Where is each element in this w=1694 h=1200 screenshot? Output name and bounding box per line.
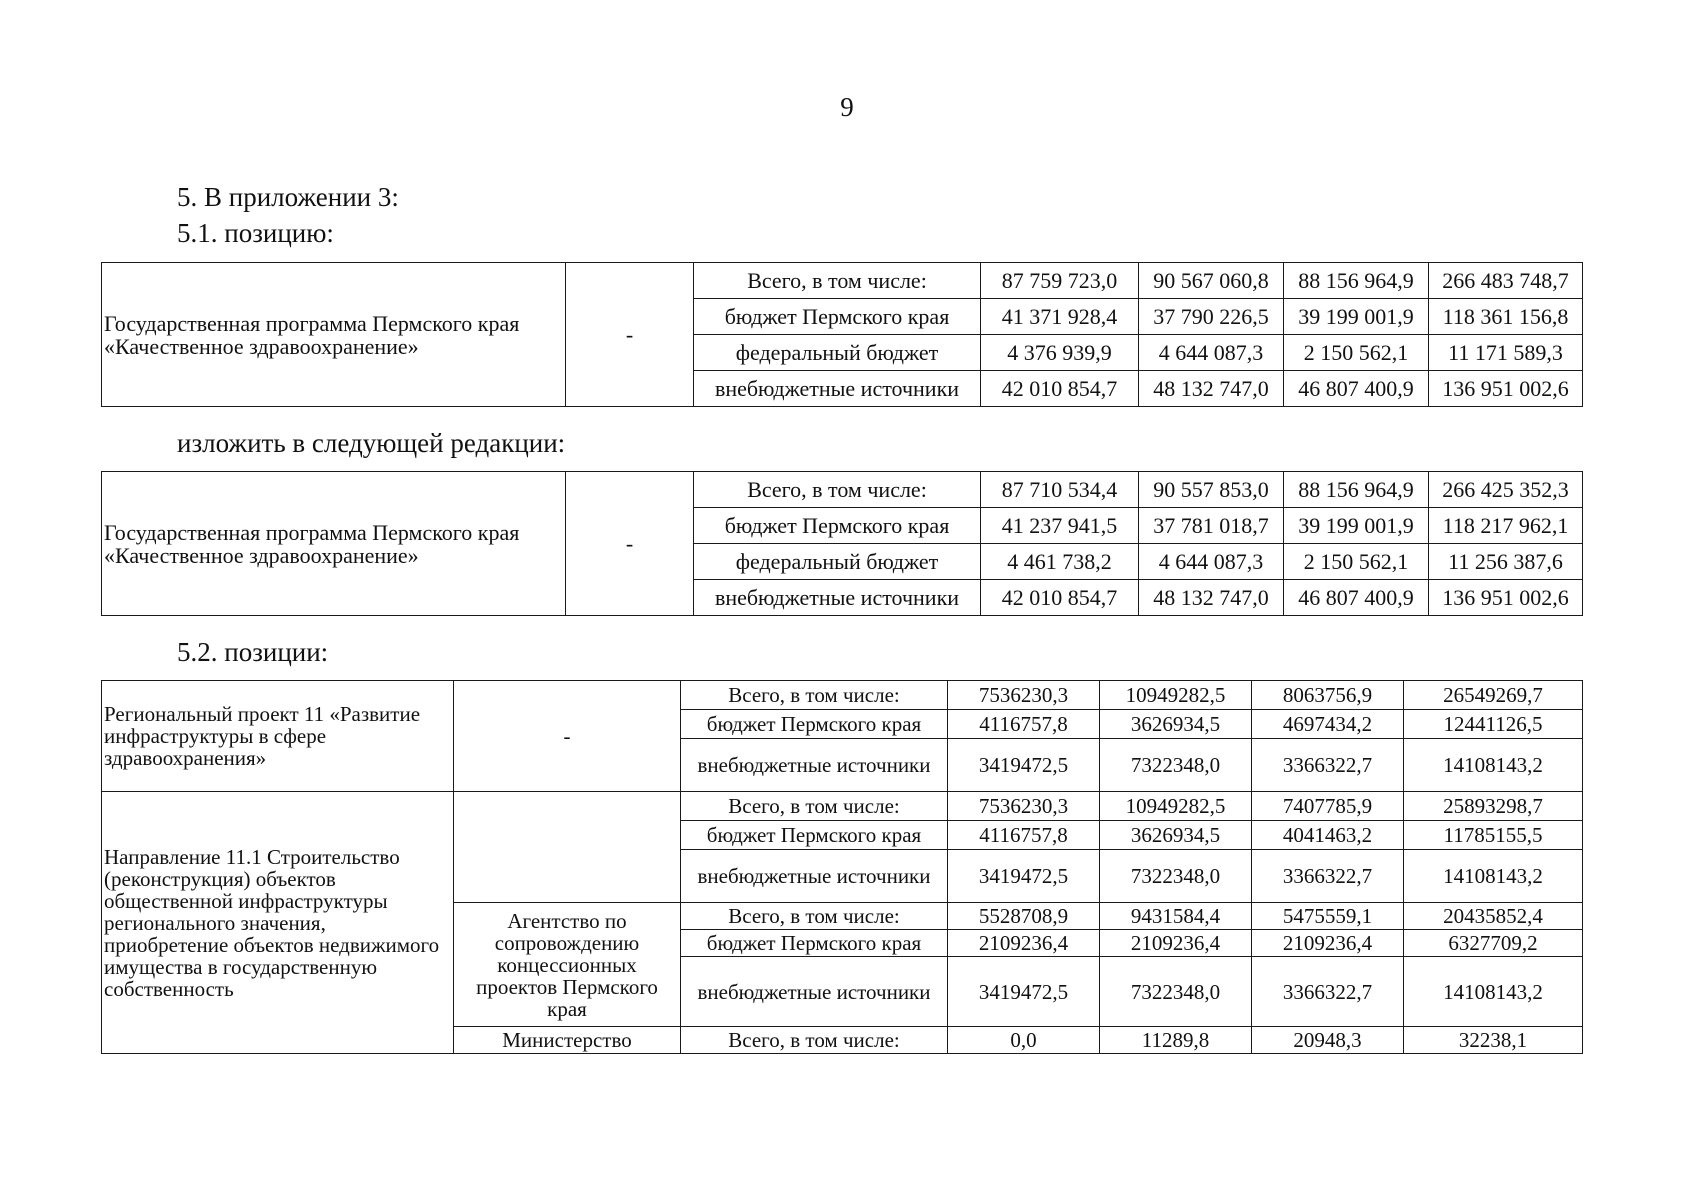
value-cell: 87 710 534,4 (981, 472, 1139, 508)
source-cell: внебюджетные источники (681, 957, 948, 1027)
value-cell: 46 807 400,9 (1284, 580, 1429, 616)
value-cell: 3419472,5 (948, 850, 1100, 903)
total-cell: 25893298,7 (1404, 792, 1583, 821)
total-cell: 6327709,2 (1404, 930, 1583, 957)
value-cell: 4 644 087,3 (1139, 544, 1284, 580)
total-cell: 14108143,2 (1404, 850, 1583, 903)
total-cell: 266 483 748,7 (1429, 263, 1583, 299)
value-cell: 3626934,5 (1100, 710, 1252, 739)
value-cell: 3366322,7 (1252, 739, 1404, 792)
table-row (102, 681, 1583, 710)
value-cell: 4 376 939,9 (981, 335, 1139, 371)
total-cell: 20435852,4 (1404, 903, 1583, 930)
value-cell: 90 557 853,0 (1139, 472, 1284, 508)
total-cell: 32238,1 (1404, 1027, 1583, 1054)
value-cell: 7536230,3 (948, 681, 1100, 710)
value-cell: 2109236,4 (1100, 930, 1252, 957)
value-cell: 88 156 964,9 (1284, 263, 1429, 299)
value-cell: 39 199 001,9 (1284, 508, 1429, 544)
source-cell: Всего, в том числе: (681, 792, 948, 821)
executor-cell: - (454, 681, 681, 792)
source-cell: внебюджетные источники (694, 371, 981, 407)
value-cell: 20948,3 (1252, 1027, 1404, 1054)
value-cell: 4116757,8 (948, 710, 1100, 739)
total-cell: 11 256 387,6 (1429, 544, 1583, 580)
value-cell: 2109236,4 (1252, 930, 1404, 957)
source-cell: бюджет Пермского края (694, 508, 981, 544)
value-cell: 2 150 562,1 (1284, 544, 1429, 580)
value-cell: 48 132 747,0 (1139, 371, 1284, 407)
table-row (102, 472, 1583, 508)
total-cell: 136 951 002,6 (1429, 580, 1583, 616)
value-cell: 7536230,3 (948, 792, 1100, 821)
executor-cell: - (566, 472, 694, 616)
value-cell: 3366322,7 (1252, 850, 1404, 903)
total-cell: 11 171 589,3 (1429, 335, 1583, 371)
value-cell: 42 010 854,7 (981, 371, 1139, 407)
value-cell: 39 199 001,9 (1284, 299, 1429, 335)
source-cell: федеральный бюджет (694, 544, 981, 580)
program-name-cell: Государственная программа Пермского края «Качественное здравоохранение» (102, 263, 566, 407)
executor-cell: - (566, 263, 694, 407)
total-cell: 136 951 002,6 (1429, 371, 1583, 407)
section-5-2-heading: 5.2. позиции: (177, 637, 329, 667)
value-cell: 7322348,0 (1100, 850, 1252, 903)
source-cell: внебюджетные источники (681, 739, 948, 792)
total-cell: 266 425 352,3 (1429, 472, 1583, 508)
value-cell: 10949282,5 (1100, 681, 1252, 710)
value-cell: 5475559,1 (1252, 903, 1404, 930)
source-cell: Всего, в том числе: (681, 1027, 948, 1054)
table-row (102, 792, 1583, 821)
value-cell: 4697434,2 (1252, 710, 1404, 739)
value-cell: 3626934,5 (1100, 821, 1252, 850)
value-cell: 11289,8 (1100, 1027, 1252, 1054)
value-cell: 0,0 (948, 1027, 1100, 1054)
replace-instruction: изложить в следующей редакции: (177, 428, 566, 458)
value-cell: 7322348,0 (1100, 739, 1252, 792)
page-number: 9 (840, 92, 854, 122)
project-name-cell: Региональный проект 11 «Развитие инфраструктуры в сфере здравоохранения» (102, 681, 454, 792)
value-cell: 3366322,7 (1252, 957, 1404, 1027)
source-cell: Всего, в том числе: (694, 472, 981, 508)
ministry-cell: Министерство (454, 1027, 681, 1054)
total-cell: 118 217 962,1 (1429, 508, 1583, 544)
program-old-table (101, 262, 1583, 407)
value-cell: 10949282,5 (1100, 792, 1252, 821)
value-cell: 9431584,4 (1100, 903, 1252, 930)
value-cell: 2109236,4 (948, 930, 1100, 957)
value-cell: 90 567 060,8 (1139, 263, 1284, 299)
source-cell: федеральный бюджет (694, 335, 981, 371)
section-5-heading: 5. В приложении 3: (177, 182, 399, 212)
value-cell: 7407785,9 (1252, 792, 1404, 821)
value-cell: 3419472,5 (948, 739, 1100, 792)
source-cell: Всего, в том числе: (681, 903, 948, 930)
value-cell: 46 807 400,9 (1284, 371, 1429, 407)
value-cell: 4 461 738,2 (981, 544, 1139, 580)
source-cell: бюджет Пермского края (694, 299, 981, 335)
source-cell: Всего, в том числе: (681, 681, 948, 710)
executor-cell-empty (454, 792, 681, 903)
total-cell: 118 361 156,8 (1429, 299, 1583, 335)
value-cell: 42 010 854,7 (981, 580, 1139, 616)
program-new-table (101, 471, 1583, 616)
total-cell: 12441126,5 (1404, 710, 1583, 739)
value-cell: 87 759 723,0 (981, 263, 1139, 299)
value-cell: 4116757,8 (948, 821, 1100, 850)
value-cell: 8063756,9 (1252, 681, 1404, 710)
total-cell: 14108143,2 (1404, 739, 1583, 792)
source-cell: внебюджетные источники (681, 850, 948, 903)
program-name-cell: Государственная программа Пермского края «Качественное здравоохранение» (102, 472, 566, 616)
section-5-1-heading: 5.1. позицию: (177, 218, 334, 248)
project-table (101, 680, 1583, 1054)
value-cell: 3419472,5 (948, 957, 1100, 1027)
source-cell: Всего, в том числе: (694, 263, 981, 299)
value-cell: 41 371 928,4 (981, 299, 1139, 335)
value-cell: 5528708,9 (948, 903, 1100, 930)
value-cell: 7322348,0 (1100, 957, 1252, 1027)
source-cell: бюджет Пермского края (681, 821, 948, 850)
source-cell: бюджет Пермского края (681, 930, 948, 957)
value-cell: 88 156 964,9 (1284, 472, 1429, 508)
source-cell: внебюджетные источники (694, 580, 981, 616)
value-cell: 4041463,2 (1252, 821, 1404, 850)
total-cell: 26549269,7 (1404, 681, 1583, 710)
table-row (102, 263, 1583, 299)
value-cell: 41 237 941,5 (981, 508, 1139, 544)
direction-name-cell: Направление 11.1 Строительство (реконструкция) объектов общественной инфраструктуры регионального значения, приобретение объектов недвижимого имущества в государственную собственность (102, 792, 454, 1054)
value-cell: 48 132 747,0 (1139, 580, 1284, 616)
total-cell: 14108143,2 (1404, 957, 1583, 1027)
source-cell: бюджет Пермского края (681, 710, 948, 739)
total-cell: 11785155,5 (1404, 821, 1583, 850)
value-cell: 37 781 018,7 (1139, 508, 1284, 544)
agency-cell: Агентство по сопровождению концессионных проектов Пермского края (454, 903, 681, 1027)
value-cell: 4 644 087,3 (1139, 335, 1284, 371)
value-cell: 37 790 226,5 (1139, 299, 1284, 335)
value-cell: 2 150 562,1 (1284, 335, 1429, 371)
